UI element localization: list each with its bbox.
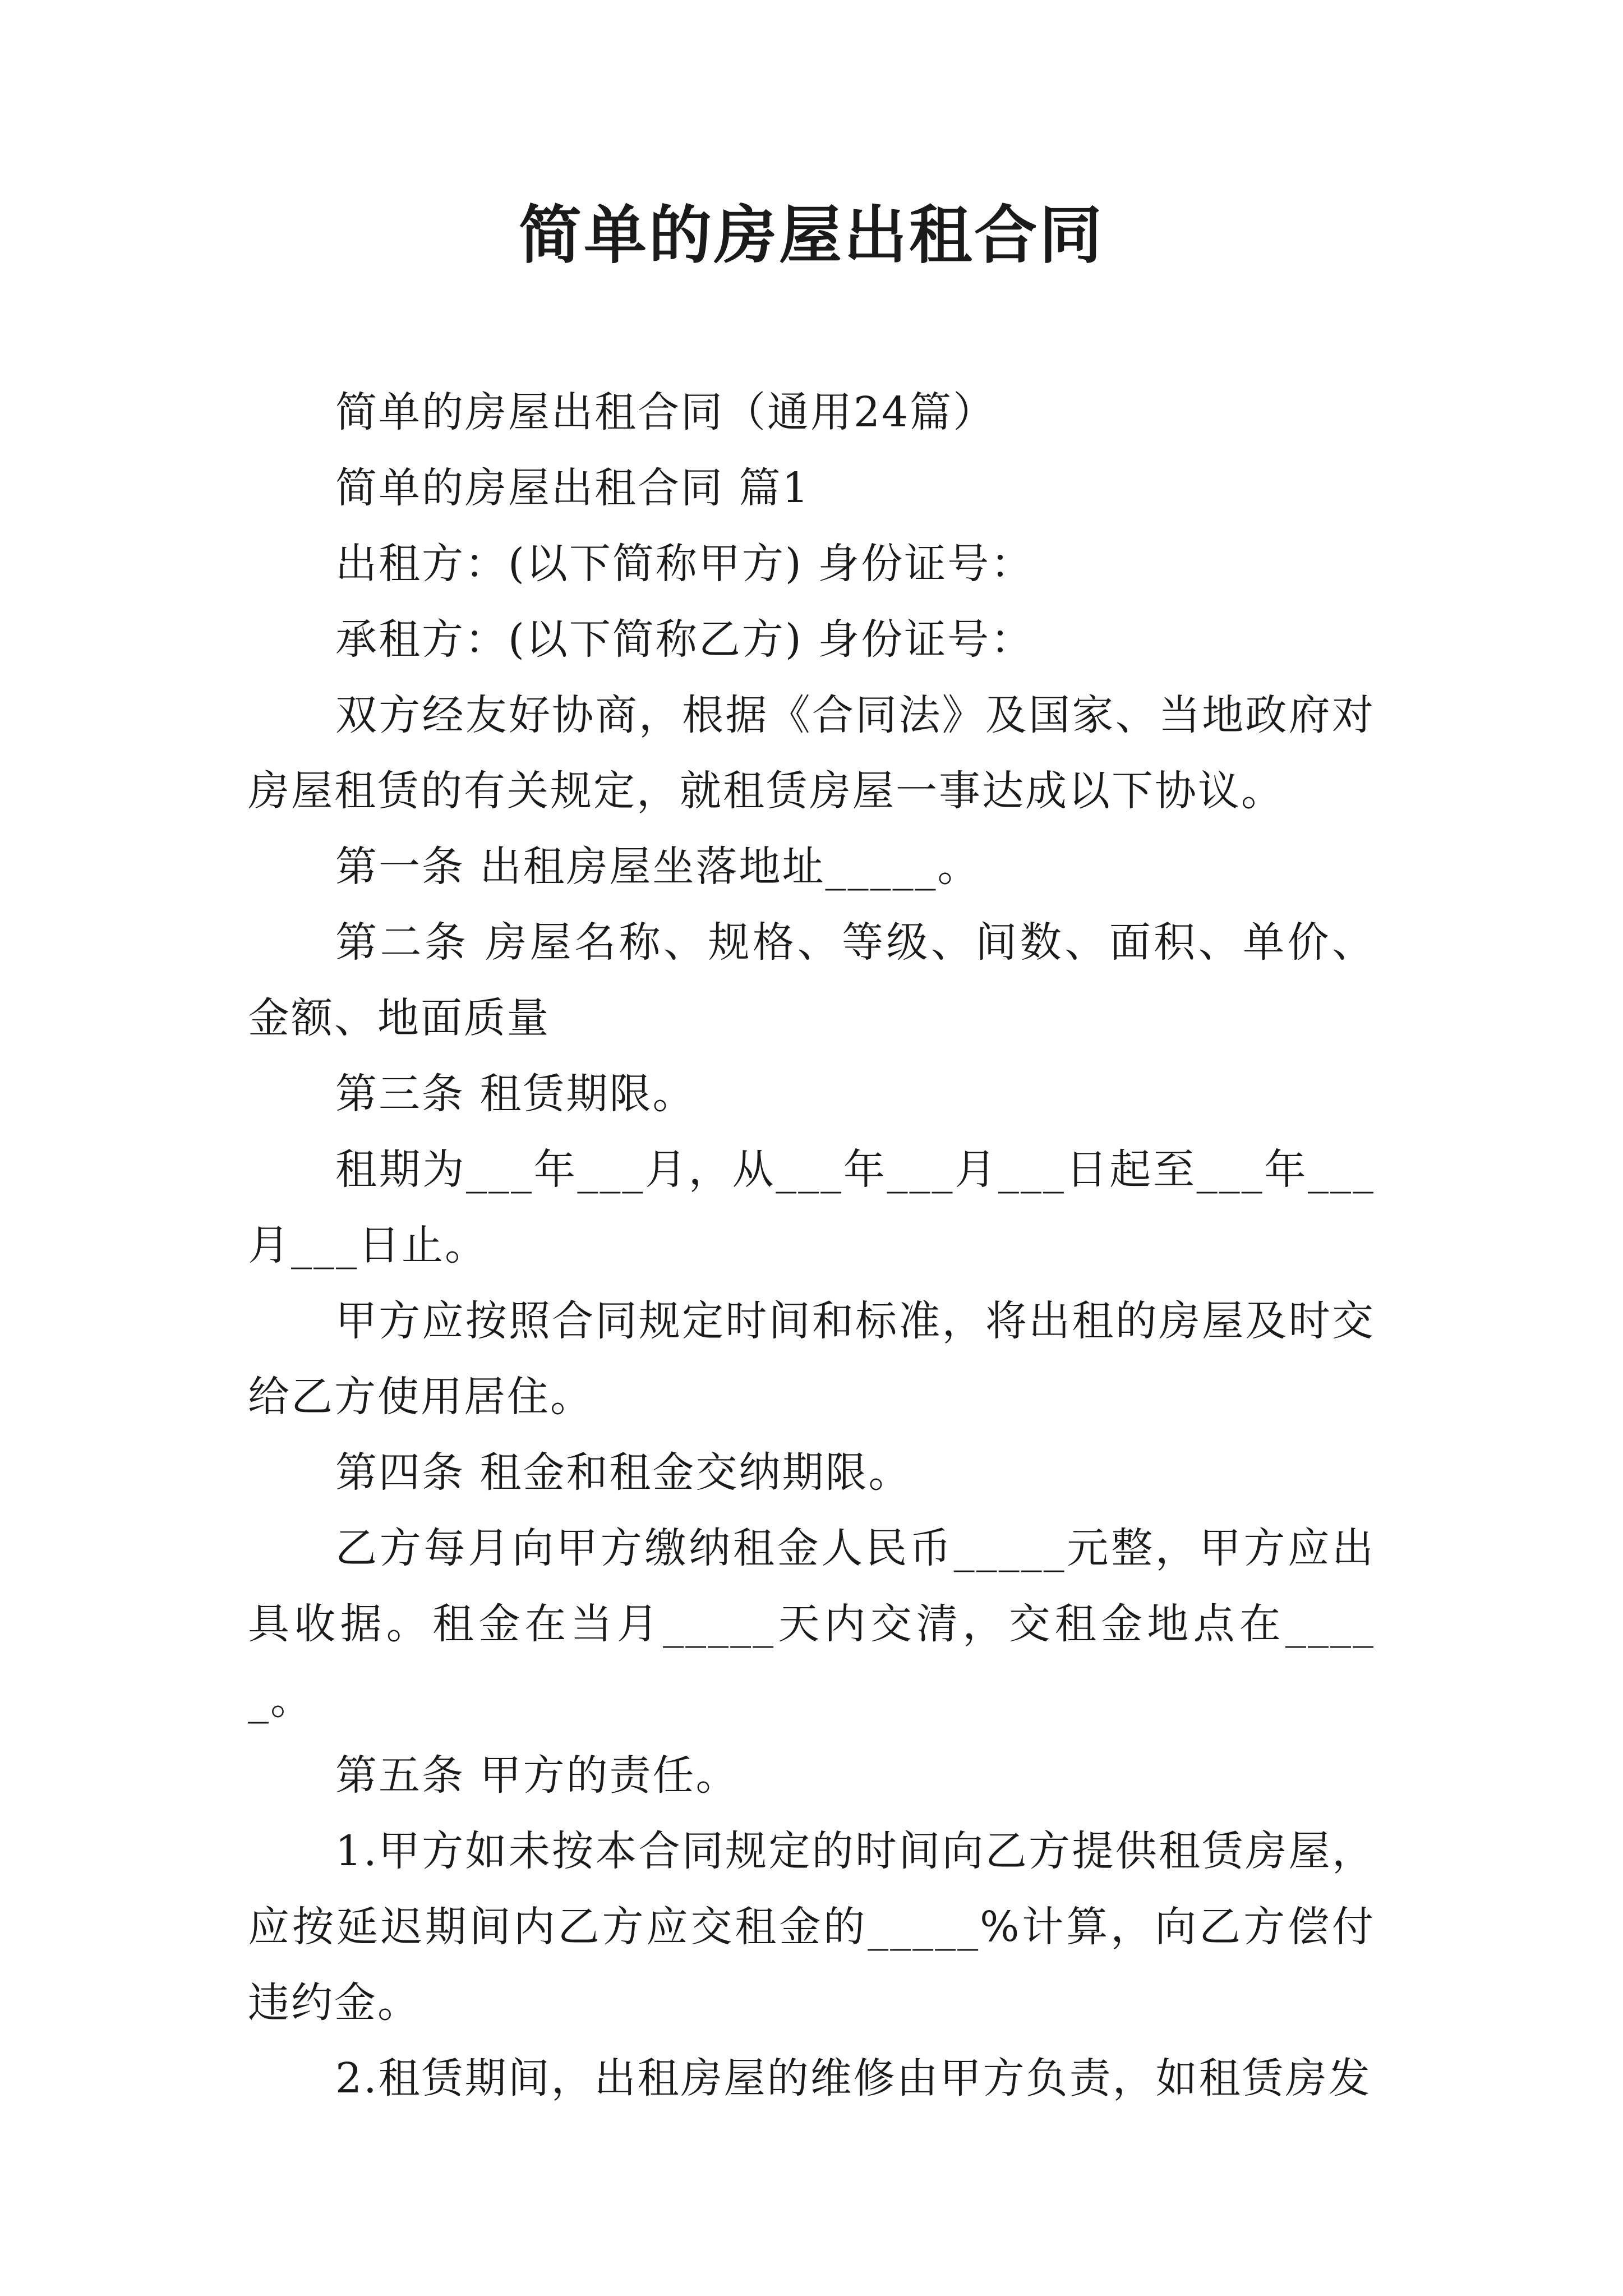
paragraph-rent-payment: 乙方每月向甲方缴纳租金人民币_____元整，甲方应出具收据。租金在当月_____天内交清，交租金地点在_____。 [248,1524,1375,1724]
paragraph-article-5: 第五条 甲方的责任。 [335,1751,739,1800]
document-body [248,375,1375,2116]
paragraph-article-3: 第三条 租赁期限。 [335,1070,696,1118]
paragraph-section-heading: 简单的房屋出租合同 篇1 [335,464,810,512]
paragraph-clause-1: 1.甲方如未按本合同规定的时间向乙方提供租赁房屋，应按延迟期间内乙方应交租金的_____%计算，向乙方偿付违约金。 [248,1827,1375,2027]
paragraph-clause-2: 2.租赁期间，出租房屋的维修由甲方负责，如租赁房发 [335,2054,1372,2102]
paragraph-article-2: 第二条 房屋名称、规格、等级、间数、面积、单价、金额、地面质量 [248,918,1375,1042]
paragraph-article-1: 第一条 出租房屋坐落地址_____。 [335,843,981,891]
paragraph-delivery: 甲方应按照合同规定时间和标准，将出租的房屋及时交给乙方使用居住。 [248,1297,1375,1421]
paragraph-lessee: 承租方：(以下简称乙方) 身份证号： [335,615,1034,664]
paragraph-preamble: 双方经友好协商，根据《合同法》及国家、当地政府对房屋租赁的有关规定，就租赁房屋一事达成以下协议。 [248,691,1375,815]
paragraph-lease-term: 租期为___年___月，从___年___月___日起至___年___月___日止。 [248,1145,1375,1269]
paragraph-subtitle: 简单的房屋出租合同（通用24篇） [335,388,997,436]
paragraph-article-4: 第四条 租金和租金交纳期限。 [335,1448,912,1497]
paragraph-lessor: 出租方：(以下简称甲方) 身份证号： [335,540,1034,588]
document-title: 简单的房屋出租合同 [519,199,1104,272]
